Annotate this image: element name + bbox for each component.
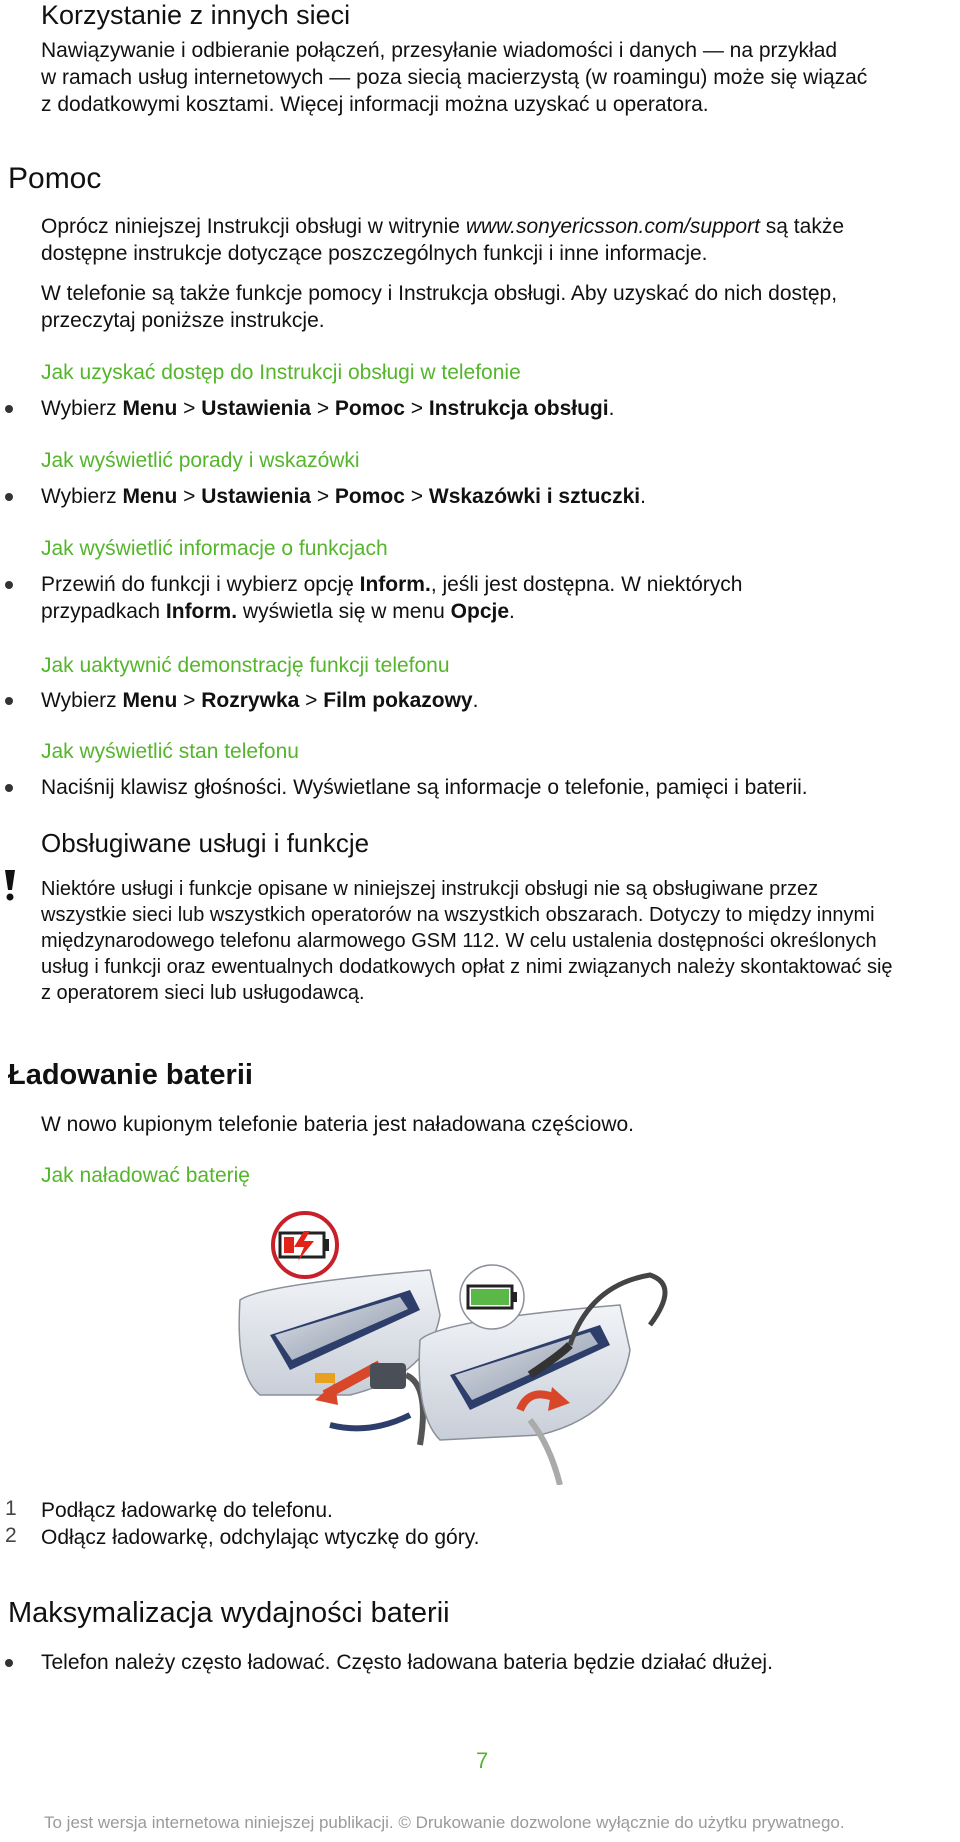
section-title-charging: Ładowanie baterii: [8, 1059, 253, 1091]
help-intro: [41, 213, 941, 267]
text-line: dostępne instrukcje dotyczące poszczególnych funkcji i inne informacje.: [41, 242, 708, 265]
step-number: 1: [5, 1497, 17, 1520]
subheading-tips: Jak wyświetlić porady i wskazówki: [41, 449, 360, 472]
section-title-roaming: Korzystanie z innych sieci: [41, 0, 351, 30]
services-paragraph: Niektóre usługi i funkcje opisane w niniejszej instrukcji obsługi nie są obsługiwane przez wszystkie sieci lub wszystkich operatorów na wszystkich obszarach. Dotyczy to między innymi międzynarodowego telefonu alarmowego GSM 112. W celu ustalenia dostępności określonych usług i funkcji oraz ewentualnych dodatkowych opłat z nimi związanych należy skontaktować się z operatorem sieci lub usługodawcą.: [41, 878, 893, 1004]
battery-full-icon: [460, 1265, 524, 1329]
step-text: Odłącz ładowarkę, odchylając wtyczkę do góry.: [41, 1526, 480, 1549]
roaming-paragraph: [41, 37, 941, 118]
subheading-info: Jak wyświetlić informacje o funkcjach: [41, 537, 388, 560]
text-line: W telefonie są także funkcje pomocy i Instrukcja obsługi. Aby uzyskać do nich dostęp,: [41, 282, 838, 305]
subheading-charge-howto: Jak naładować baterię: [41, 1164, 250, 1187]
page-number: 7: [476, 1748, 489, 1773]
charging-illustration: [230, 1205, 730, 1490]
text-span: są także: [759, 215, 844, 238]
instruction-manual: Wybierz Menu > Ustawienia > Pomoc > Instrukcja obsługi.: [41, 397, 615, 420]
subheading-manual: Jak uzyskać dostęp do Instrukcji obsługi w telefonie: [41, 361, 521, 384]
bullet: [5, 784, 13, 792]
support-link[interactable]: www.sonyericsson.com/support: [465, 215, 760, 238]
section-title-battery-performance: Maksymalizacja wydajności baterii: [8, 1597, 450, 1629]
section-title-services: Obsługiwane usługi i funkcje: [41, 828, 370, 858]
bullet: [5, 697, 13, 705]
instruction-status: Naciśnij klawisz głośności. Wyświetlane są informacje o telefonie, pamięci i baterii.: [41, 776, 808, 799]
step-number: 2: [5, 1524, 17, 1547]
bullet: [5, 405, 13, 413]
phone-left: [239, 1270, 440, 1428]
instruction-info: Przewiń do funkcji i wybierz opcję Inform., jeśli jest dostępna. W niektórych przypadkach Inform. wyświetla się w menu Opcje.: [41, 573, 743, 623]
battery-low-icon: [273, 1213, 337, 1277]
text-line: w ramach usług internetowych — poza siecią macierzystą (w roamingu) może się wiązać: [41, 66, 868, 89]
bullet: [5, 493, 13, 501]
text-line: Nawiązywanie i odbieranie połączeń, przesyłanie wiadomości i danych — na przykład: [41, 39, 838, 62]
subheading-status: Jak wyświetlić stan telefonu: [41, 740, 299, 763]
bullet: [5, 1659, 13, 1667]
instruction-demo: Wybierz Menu > Rozrywka > Film pokazowy.: [41, 689, 479, 712]
text-line: z dodatkowymi kosztami. Więcej informacji można uzyskać u operatora.: [41, 93, 709, 116]
subheading-demo: Jak uaktywnić demonstrację funkcji telefonu: [41, 654, 450, 677]
footer-note: To jest wersja internetowa niniejszej publikacji. © Drukowanie dozwolone wyłącznie do użytku prywatnego.: [44, 1813, 845, 1832]
text-line: przeczytaj poniższe instrukcje.: [41, 309, 325, 332]
section-title-help: Pomoc: [8, 162, 102, 195]
exclamation-icon: [3, 868, 17, 907]
text-span: Oprócz niniejszej Instrukcji obsługi w witrynie: [41, 215, 466, 238]
help-phone-paragraph: [41, 280, 941, 334]
battery-performance-text: Telefon należy często ładować. Często ładowana bateria będzie działać dłużej.: [41, 1651, 773, 1674]
bullet: [5, 581, 13, 589]
step-text: Podłącz ładowarkę do telefonu.: [41, 1499, 333, 1522]
phone-right: [419, 1275, 665, 1485]
charging-text: W nowo kupionym telefonie bateria jest naładowana częściowo.: [41, 1113, 634, 1136]
instruction-tips: Wybierz Menu > Ustawienia > Pomoc > Wskazówki i sztuczki.: [41, 485, 646, 508]
